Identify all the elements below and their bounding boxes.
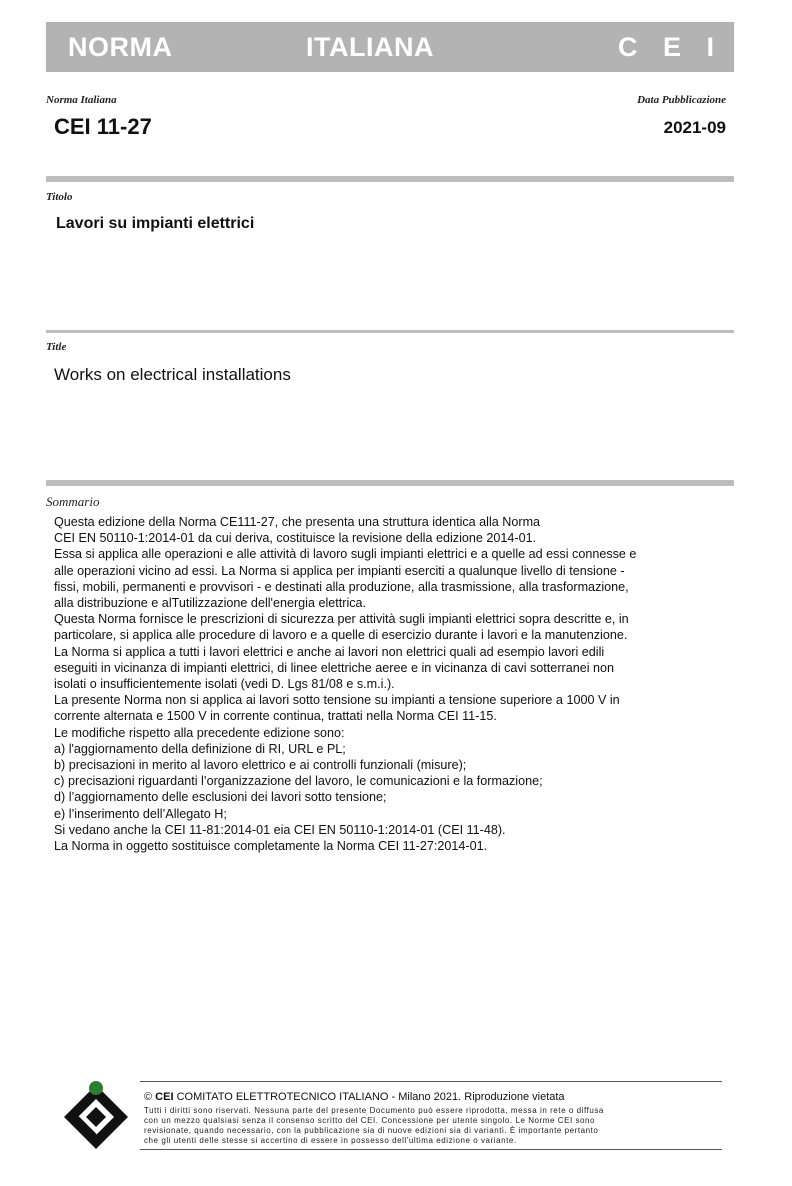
footer-divider-bottom — [140, 1149, 722, 1150]
footer-copyright — [144, 1091, 565, 1103]
sommario-line: CEI EN 50110-1:2014-01 da cui deriva, costituisce la revisione della edizione 2014-01. — [54, 531, 537, 546]
divider-title — [46, 330, 734, 333]
title-text: Works on electrical installations — [54, 365, 291, 384]
norma-code: CEI 11-27 — [54, 114, 152, 139]
sommario-line: b) precisazioni in merito al lavoro elettrico e ai controlli funzionali (misure); — [54, 758, 467, 773]
banner-norma: NORMA — [68, 32, 173, 62]
publication-date: 2021-09 — [663, 118, 726, 137]
titolo-label: Titolo — [46, 191, 73, 203]
title-label: Title — [46, 341, 67, 353]
sommario-line: d) l’aggiornamento delle esclusioni dei lavori sotto tensione; — [54, 790, 387, 805]
footer-divider-top — [140, 1081, 722, 1082]
footer-legal-line: che gli utenti delle stesse si accertino di essere in possesso dell'ultima edizione o variante. — [144, 1136, 517, 1145]
sommario-line: particolare, si applica alle procedure di lavoro e a quelle di esercizio durante i lavori e la manutenzione. — [54, 628, 628, 643]
sommario-line: a) l'aggiornamento della definizione di RI, URL e PL; — [54, 741, 346, 756]
org-full: COMITATO ELETTROTECNICO ITALIANO - Milano 2021. Riproduzione vietata — [173, 1091, 565, 1103]
header-banner — [46, 22, 734, 72]
banner-italiana: ITALIANA — [306, 32, 434, 62]
divider-top — [46, 176, 734, 182]
sommario-line: Essa si applica alle operazioni e alle attività di lavoro sugli impianti elettrici e a quelle ad essi connesse e — [54, 547, 637, 562]
sommario-line: fissi, mobili, permanenti e provvisori - e destinati alla produzione, alla trasmissione, alla trasformazione, — [54, 579, 629, 594]
banner-cei: C E I — [618, 32, 724, 62]
footer-legal-line: revisionate, quando necessario, con la pubblicazione sia di nuove edizioni sia di varianti. È importante pertanto — [144, 1126, 599, 1135]
sommario-line: c) precisazioni riguardanti l’organizzazione del lavoro, le comunicazioni e la formazione; — [54, 774, 543, 789]
sommario-line: alle operazioni vicino ad essi. La Norma si applica per impianti eserciti a qualunque livello di tensione - — [54, 563, 625, 578]
sommario-line: isolati o insufficientemente isolati (vedi D. Lgs 81/08 e s.m.i.). — [54, 677, 395, 692]
sommario-line: corrente alternata e 1500 V in corrente continua, trattati nella Norma CEI 11-15. — [54, 709, 497, 724]
norma-label: Norma Italiana — [46, 94, 117, 106]
sommario-line: Si vedano anche la CEI 11-81:2014-01 eia CEI EN 50110-1:2014-01 (CEI 11-48). — [54, 822, 506, 837]
sommario-text — [54, 514, 734, 854]
sommario-line: La Norma in oggetto sostituisce completamente la Norma CEI 11-27:2014-01. — [54, 839, 488, 854]
footer-legal-line: con un mezzo qualsiasi senza il consenso scritto del CEI. Concessione per utente singolo. Le Norme CEI sono — [144, 1116, 596, 1125]
sommario-line: La Norma si applica a tutti i lavori elettrici e anche ai lavori non elettrici quali ad esempio lavori edili — [54, 644, 605, 659]
sommario-label: Sommario — [46, 494, 100, 509]
sommario-line: e) l’inserimento dell’Allegato H; — [54, 806, 227, 821]
cei-logo-icon — [60, 1077, 132, 1149]
org-short: CEI — [155, 1091, 174, 1103]
titolo-text: Lavori su impianti elettrici — [56, 215, 255, 232]
sommario-line: Questa Norma fornisce le prescrizioni di sicurezza per attività sugli impianti elettrici sopra descritte e, in — [54, 612, 629, 627]
sommario-line: Questa edizione della Norma CE111-27, che presenta una struttura identica alla Norma — [54, 515, 541, 529]
footer-legal-text — [144, 1106, 724, 1146]
date-label: Data Pubblicazione — [637, 94, 726, 106]
sommario-line: eseguiti in vicinanza di impianti elettrici, di linee elettriche aeree e in vicinanza di cavi sotterranei non — [54, 660, 615, 675]
sommario-line: La presente Norma non si applica ai lavori sotto tensione su impianti a tensione superiore a 1000 V in — [54, 693, 620, 708]
sommario-line: alla distribuzione e alTutilizzazione dell'energia elettrica. — [54, 596, 367, 611]
copyright-symbol: © — [144, 1091, 156, 1103]
divider-summary — [46, 480, 734, 486]
sommario-line: Le modifiche rispetto alla precedente edizione sono: — [54, 725, 345, 740]
footer-legal-line: Tutti i diritti sono riservati. Nessuna parte del presente Documento può essere riprodotta, messa in rete o diffusa — [144, 1106, 604, 1115]
